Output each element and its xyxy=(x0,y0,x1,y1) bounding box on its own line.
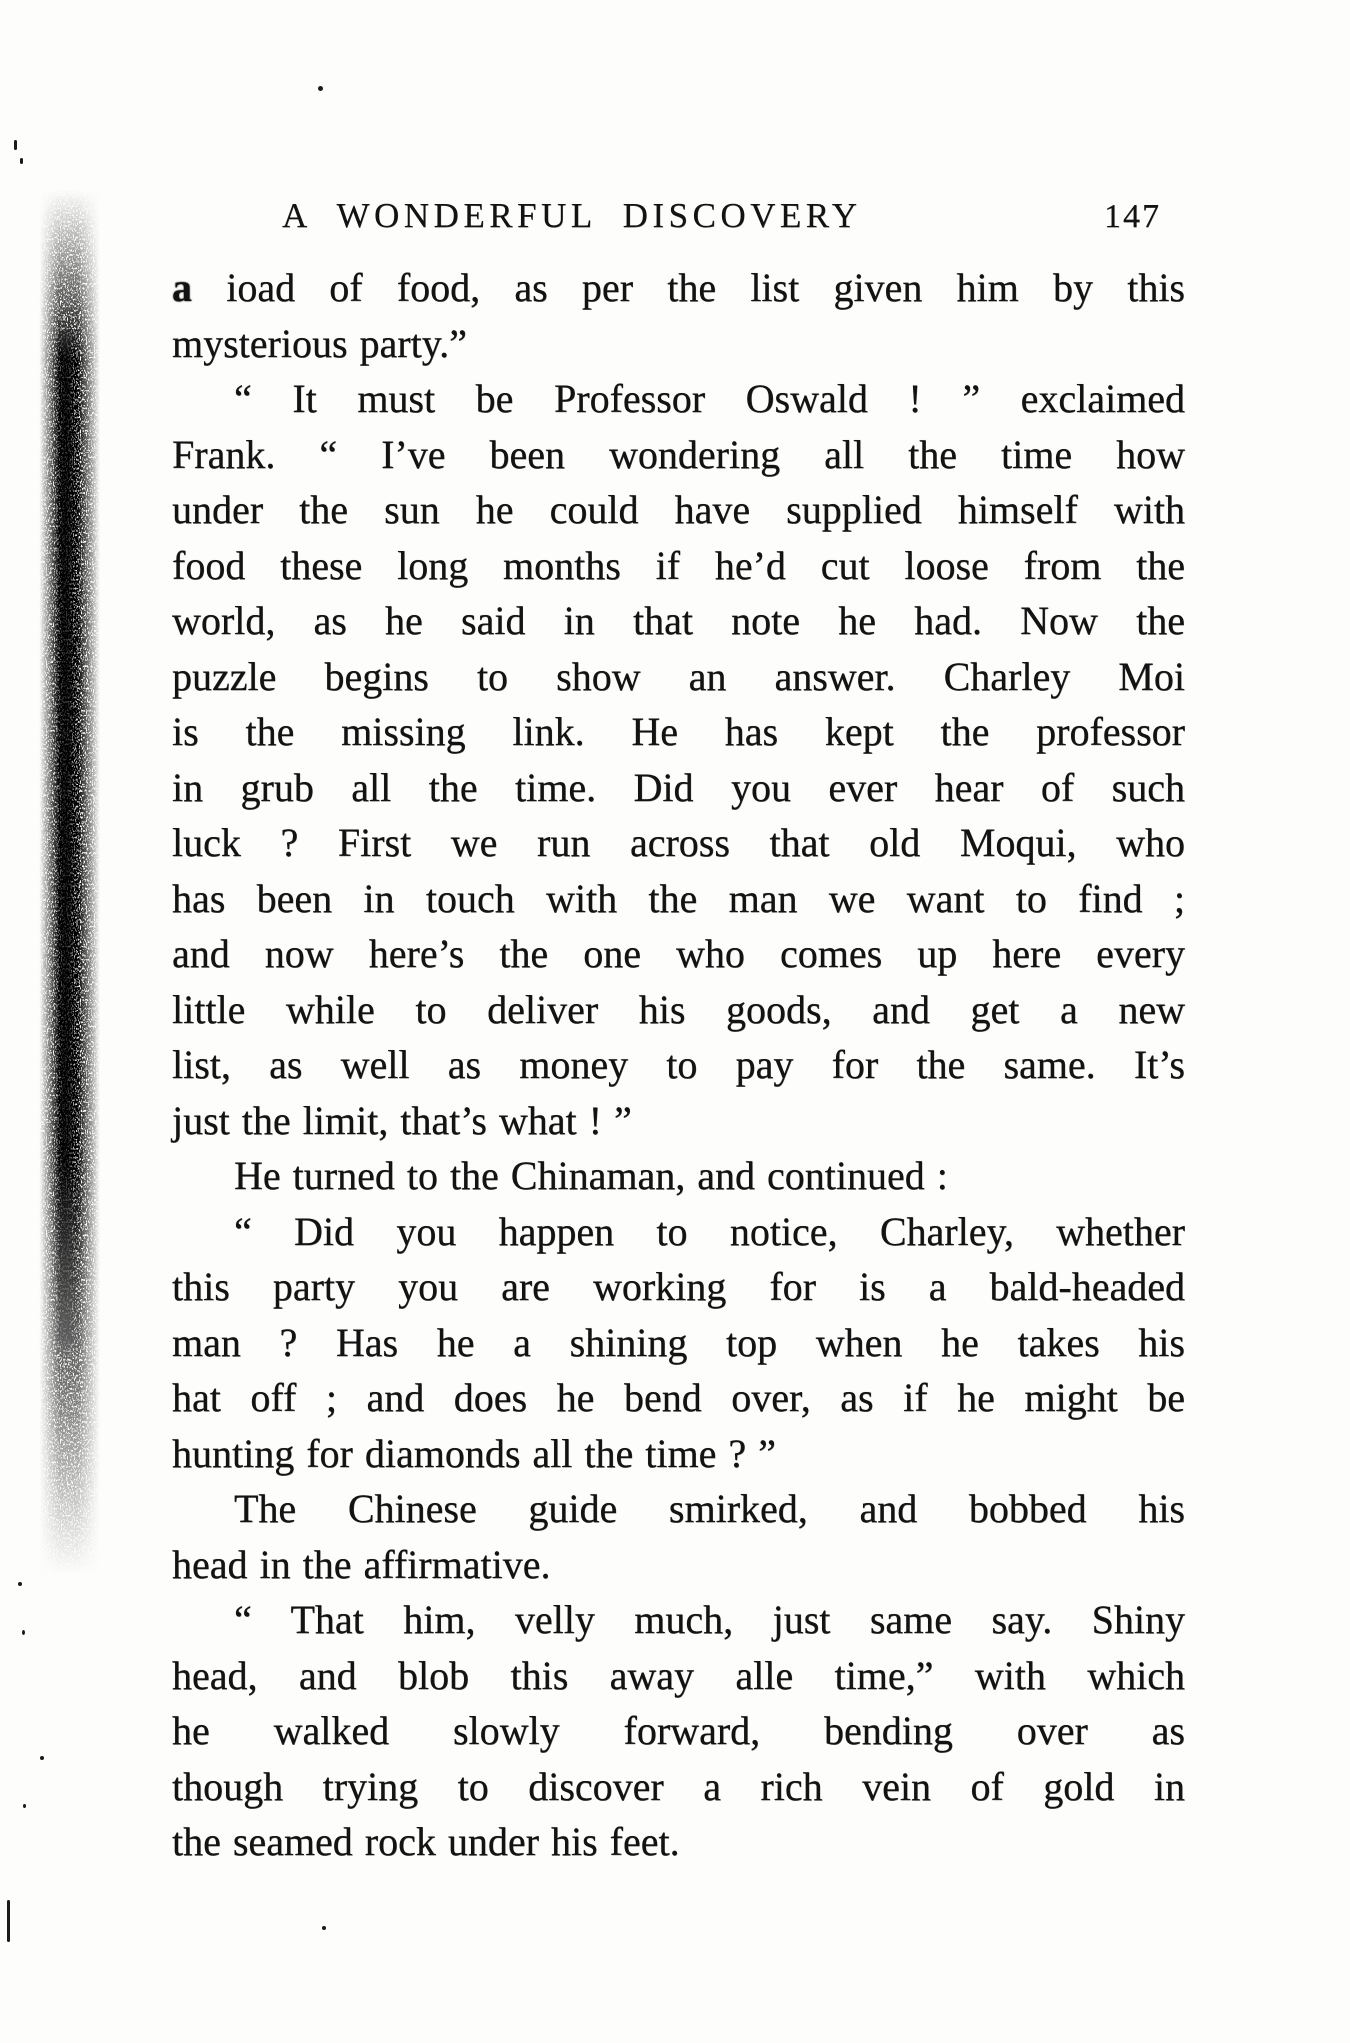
text-line: “ It must be Professor Oswald ! ” exclaimed xyxy=(234,376,1185,421)
scan-speck xyxy=(7,1900,10,1942)
text-line: under the sun he could have supplied himself with xyxy=(172,487,1185,532)
scan-gutter-dark-core xyxy=(58,330,73,1350)
text-line: “ That him, velly much, just same say. Shiny xyxy=(234,1597,1185,1642)
text-line: hunting for diamonds all the time ? ” xyxy=(172,1430,776,1476)
text-line: head in the affirmative. xyxy=(172,1541,551,1587)
text-line: food these long months if he’d cut loose from the xyxy=(172,542,1185,588)
scan-speck xyxy=(22,1630,25,1635)
scan-speck xyxy=(322,1926,326,1930)
scan-speck xyxy=(23,1804,26,1808)
scan-gutter-noise xyxy=(38,190,104,1575)
text-line: this party you are working for is a bald-headed xyxy=(172,1264,1185,1309)
text-line: Frank. “ I’ve been wondering all the time how xyxy=(172,431,1185,477)
scan-speck xyxy=(318,86,323,91)
text-line: in grub all the time. Did you ever hear of such xyxy=(172,764,1185,810)
text-line: hat off ; and does he bend over, as if he might be xyxy=(172,1375,1185,1420)
text-line: little while to deliver his goods, and get a new xyxy=(172,986,1185,1032)
text-line: mysterious party.” xyxy=(172,320,467,366)
text-line: “ Did you happen to notice, Charley, whether xyxy=(234,1208,1185,1254)
scan-gutter-artifact xyxy=(38,190,104,1575)
scan-speck xyxy=(20,158,23,164)
text-line: he walked slowly forward, bending over as xyxy=(172,1708,1185,1753)
text-line: luck ? First we run across that old Moqui, who xyxy=(172,820,1185,865)
text-line: a ioad of food, as per the list given him by this xyxy=(172,265,1185,310)
scan-speck xyxy=(18,1582,22,1586)
text-line: though trying to discover a rich vein of gold in xyxy=(172,1763,1185,1809)
text-line: puzzle begins to show an answer. Charley Moi xyxy=(172,653,1185,699)
text-line: the seamed rock under his feet. xyxy=(172,1819,680,1864)
text-line: has been in touch with the man we want to find ; xyxy=(172,875,1185,921)
text-line: man ? Has he a shining top when he takes his xyxy=(172,1319,1185,1365)
text-line: and now here’s the one who comes up here every xyxy=(172,931,1185,976)
text-line: just the limit, that’s what ! ” xyxy=(172,1097,632,1143)
running-title: A WONDERFUL DISCOVERY xyxy=(282,196,862,235)
text-line: list, as well as money to pay for the same. It’s xyxy=(172,1042,1185,1087)
text-line: He turned to the Chinaman, and continued : xyxy=(234,1153,948,1198)
scan-speck xyxy=(40,1756,44,1760)
page-number: 147 xyxy=(1104,198,1161,235)
page-text xyxy=(172,260,1185,1870)
text-line: The Chinese guide smirked, and bobbed his xyxy=(234,1486,1185,1531)
scan-speck xyxy=(14,140,17,150)
text-line: head, and blob this away alle time,” with which xyxy=(172,1652,1185,1698)
page-header xyxy=(172,196,1185,236)
text-line: world, as he said in that note he had. Now the xyxy=(172,598,1185,643)
text-line: is the missing link. He has kept the professor xyxy=(172,709,1185,754)
